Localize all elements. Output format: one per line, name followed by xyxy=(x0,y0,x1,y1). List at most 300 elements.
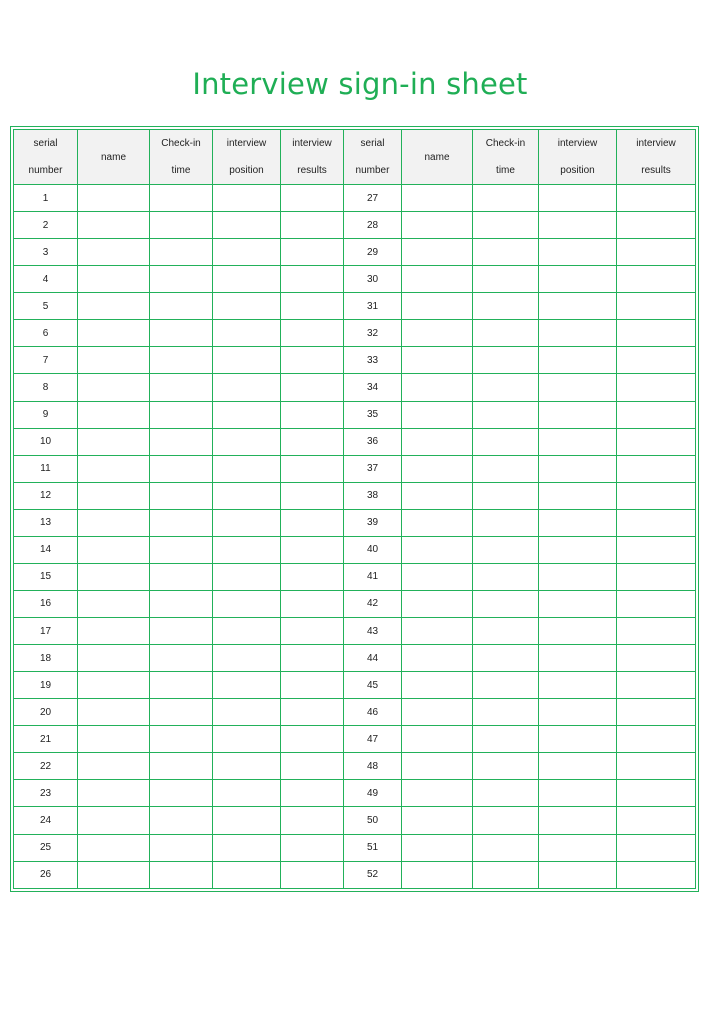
interview-position-cell[interactable] xyxy=(539,536,617,563)
name-cell[interactable] xyxy=(402,482,473,509)
checkin-time-cell[interactable] xyxy=(473,482,539,509)
interview-results-cell[interactable] xyxy=(281,672,344,699)
checkin-time-cell[interactable] xyxy=(150,509,213,536)
name-cell[interactable] xyxy=(402,618,473,645)
checkin-time-cell[interactable] xyxy=(150,347,213,374)
interview-results-cell[interactable] xyxy=(281,428,344,455)
interview-position-cell[interactable] xyxy=(539,401,617,428)
table-row xyxy=(14,780,696,807)
serial-number-cell: 40 xyxy=(344,536,402,563)
interview-results-cell[interactable] xyxy=(281,726,344,753)
table-row xyxy=(14,239,696,266)
interview-results-cell[interactable] xyxy=(617,672,696,699)
interview-position-cell[interactable] xyxy=(213,699,281,726)
interview-position-cell[interactable] xyxy=(213,590,281,617)
interview-position-cell[interactable] xyxy=(213,726,281,753)
interview-results-cell[interactable] xyxy=(617,401,696,428)
interview-results-cell[interactable] xyxy=(281,753,344,780)
name-cell[interactable] xyxy=(78,428,150,455)
interview-position-cell[interactable] xyxy=(539,293,617,320)
name-cell[interactable] xyxy=(402,239,473,266)
serial-number-cell: 10 xyxy=(14,428,78,455)
checkin-time-cell[interactable] xyxy=(150,726,213,753)
checkin-time-cell[interactable] xyxy=(473,347,539,374)
interview-results-cell[interactable] xyxy=(281,807,344,834)
interview-position-cell[interactable] xyxy=(213,347,281,374)
table-row xyxy=(14,374,696,401)
name-cell[interactable] xyxy=(402,401,473,428)
header-row xyxy=(14,130,696,185)
interview-results-cell[interactable] xyxy=(617,780,696,807)
interview-position-cell[interactable] xyxy=(213,645,281,672)
interview-position-cell[interactable] xyxy=(213,807,281,834)
name-cell[interactable] xyxy=(78,807,150,834)
interview-position-cell[interactable] xyxy=(213,266,281,293)
checkin-time-cell[interactable] xyxy=(150,374,213,401)
name-cell[interactable] xyxy=(78,347,150,374)
interview-results-cell[interactable] xyxy=(281,563,344,590)
serial-number-cell: 41 xyxy=(344,563,402,590)
interview-position-cell[interactable] xyxy=(539,428,617,455)
serial-number-cell: 51 xyxy=(344,834,402,861)
interview-results-cell[interactable] xyxy=(617,563,696,590)
interview-position-cell[interactable] xyxy=(539,266,617,293)
interview-results-cell[interactable] xyxy=(281,347,344,374)
table-row xyxy=(14,563,696,590)
sign-in-table xyxy=(13,129,696,889)
interview-results-cell[interactable] xyxy=(617,293,696,320)
checkin-time-cell[interactable] xyxy=(150,266,213,293)
checkin-time-cell[interactable] xyxy=(473,726,539,753)
serial-number-cell: 5 xyxy=(14,293,78,320)
name-cell[interactable] xyxy=(402,672,473,699)
serial-number-cell: 29 xyxy=(344,239,402,266)
name-cell[interactable] xyxy=(78,509,150,536)
serial-number-cell: 4 xyxy=(14,266,78,293)
name-cell[interactable] xyxy=(402,699,473,726)
interview-results-cell[interactable] xyxy=(617,320,696,347)
interview-position-cell[interactable] xyxy=(539,185,617,212)
serial-number-cell: 48 xyxy=(344,753,402,780)
table-row xyxy=(14,509,696,536)
interview-position-cell[interactable] xyxy=(539,780,617,807)
serial-number-cell: 24 xyxy=(14,807,78,834)
interview-position-cell[interactable] xyxy=(213,509,281,536)
checkin-time-cell[interactable] xyxy=(473,293,539,320)
interview-results-cell[interactable] xyxy=(617,834,696,861)
interview-position-cell[interactable] xyxy=(213,563,281,590)
interview-results-cell[interactable] xyxy=(617,536,696,563)
interview-position-cell[interactable] xyxy=(213,185,281,212)
serial-number-cell: 9 xyxy=(14,401,78,428)
table-row xyxy=(14,401,696,428)
name-cell[interactable] xyxy=(402,590,473,617)
serial-number-cell: 2 xyxy=(14,212,78,239)
name-cell[interactable] xyxy=(402,185,473,212)
header-name-right xyxy=(402,130,473,185)
checkin-time-cell[interactable] xyxy=(150,239,213,266)
interview-position-cell[interactable] xyxy=(539,861,617,888)
checkin-time-cell[interactable] xyxy=(150,618,213,645)
serial-number-cell: 37 xyxy=(344,455,402,482)
table-row xyxy=(14,212,696,239)
interview-results-cell[interactable] xyxy=(281,266,344,293)
name-cell[interactable] xyxy=(402,212,473,239)
serial-number-cell: 38 xyxy=(344,482,402,509)
interview-position-cell[interactable] xyxy=(213,834,281,861)
serial-number-cell: 26 xyxy=(14,861,78,888)
header-text: results xyxy=(641,165,671,176)
serial-number-cell: 30 xyxy=(344,266,402,293)
name-cell[interactable] xyxy=(402,645,473,672)
interview-results-cell[interactable] xyxy=(617,374,696,401)
header-interview-results-left xyxy=(281,130,344,185)
interview-results-cell[interactable] xyxy=(617,618,696,645)
header-serial-number-left xyxy=(14,130,78,185)
serial-number-cell: 22 xyxy=(14,753,78,780)
serial-number-cell: 7 xyxy=(14,347,78,374)
header-checkin-time-left xyxy=(150,130,213,185)
interview-results-cell[interactable] xyxy=(281,401,344,428)
interview-results-cell[interactable] xyxy=(617,861,696,888)
serial-number-cell: 6 xyxy=(14,320,78,347)
name-cell[interactable] xyxy=(78,185,150,212)
name-cell[interactable] xyxy=(402,563,473,590)
interview-position-cell[interactable] xyxy=(213,753,281,780)
serial-number-cell: 49 xyxy=(344,780,402,807)
table-row xyxy=(14,536,696,563)
interview-position-cell[interactable] xyxy=(539,753,617,780)
name-cell[interactable] xyxy=(78,590,150,617)
name-cell[interactable] xyxy=(402,293,473,320)
checkin-time-cell[interactable] xyxy=(150,645,213,672)
serial-number-cell: 8 xyxy=(14,374,78,401)
interview-results-cell[interactable] xyxy=(617,347,696,374)
serial-number-cell: 15 xyxy=(14,563,78,590)
interview-position-cell[interactable] xyxy=(213,672,281,699)
name-cell[interactable] xyxy=(78,563,150,590)
name-cell[interactable] xyxy=(78,374,150,401)
name-cell[interactable] xyxy=(402,780,473,807)
name-cell[interactable] xyxy=(78,239,150,266)
header-serial-number-right xyxy=(344,130,402,185)
checkin-time-cell[interactable] xyxy=(150,590,213,617)
header-text: Check-in xyxy=(161,138,201,149)
interview-position-cell[interactable] xyxy=(213,212,281,239)
serial-number-cell: 23 xyxy=(14,780,78,807)
interview-results-cell[interactable] xyxy=(281,185,344,212)
serial-number-cell: 44 xyxy=(344,645,402,672)
table-row xyxy=(14,590,696,617)
interview-position-cell[interactable] xyxy=(539,374,617,401)
checkin-time-cell[interactable] xyxy=(473,536,539,563)
name-cell[interactable] xyxy=(78,401,150,428)
checkin-time-cell[interactable] xyxy=(150,455,213,482)
interview-position-cell[interactable] xyxy=(539,239,617,266)
table-row xyxy=(14,185,696,212)
checkin-time-cell[interactable] xyxy=(473,185,539,212)
name-cell[interactable] xyxy=(402,753,473,780)
name-cell[interactable] xyxy=(402,807,473,834)
interview-position-cell[interactable] xyxy=(539,807,617,834)
serial-number-cell: 50 xyxy=(344,807,402,834)
interview-position-cell[interactable] xyxy=(213,401,281,428)
serial-number-cell: 11 xyxy=(14,455,78,482)
interview-results-cell[interactable] xyxy=(281,834,344,861)
serial-number-cell: 42 xyxy=(344,590,402,617)
interview-position-cell[interactable] xyxy=(539,699,617,726)
name-cell[interactable] xyxy=(402,834,473,861)
interview-position-cell[interactable] xyxy=(213,618,281,645)
name-cell[interactable] xyxy=(402,861,473,888)
interview-results-cell[interactable] xyxy=(617,590,696,617)
interview-results-cell[interactable] xyxy=(617,455,696,482)
checkin-time-cell[interactable] xyxy=(150,185,213,212)
checkin-time-cell[interactable] xyxy=(473,861,539,888)
checkin-time-cell[interactable] xyxy=(150,320,213,347)
interview-results-cell[interactable] xyxy=(617,753,696,780)
interview-position-cell[interactable] xyxy=(539,212,617,239)
checkin-time-cell[interactable] xyxy=(473,428,539,455)
checkin-time-cell[interactable] xyxy=(150,834,213,861)
serial-number-cell: 18 xyxy=(14,645,78,672)
interview-position-cell[interactable] xyxy=(213,239,281,266)
name-cell[interactable] xyxy=(78,320,150,347)
interview-results-cell[interactable] xyxy=(281,212,344,239)
interview-position-cell[interactable] xyxy=(539,509,617,536)
interview-results-cell[interactable] xyxy=(281,482,344,509)
checkin-time-cell[interactable] xyxy=(150,753,213,780)
table-row xyxy=(14,618,696,645)
serial-number-cell: 20 xyxy=(14,699,78,726)
serial-number-cell: 35 xyxy=(344,401,402,428)
serial-number-cell: 28 xyxy=(344,212,402,239)
checkin-time-cell[interactable] xyxy=(473,807,539,834)
interview-results-cell[interactable] xyxy=(617,726,696,753)
serial-number-cell: 39 xyxy=(344,509,402,536)
interview-results-cell[interactable] xyxy=(281,536,344,563)
checkin-time-cell[interactable] xyxy=(473,645,539,672)
header-text: number xyxy=(355,165,390,176)
checkin-time-cell[interactable] xyxy=(473,401,539,428)
checkin-time-cell[interactable] xyxy=(473,590,539,617)
serial-number-cell: 19 xyxy=(14,672,78,699)
interview-results-cell[interactable] xyxy=(281,780,344,807)
checkin-time-cell[interactable] xyxy=(150,293,213,320)
checkin-time-cell[interactable] xyxy=(150,672,213,699)
serial-number-cell: 43 xyxy=(344,618,402,645)
interview-results-cell[interactable] xyxy=(617,807,696,834)
name-cell[interactable] xyxy=(78,212,150,239)
name-cell[interactable] xyxy=(402,428,473,455)
interview-results-cell[interactable] xyxy=(617,266,696,293)
interview-position-cell[interactable] xyxy=(539,563,617,590)
name-cell[interactable] xyxy=(78,536,150,563)
serial-number-cell: 3 xyxy=(14,239,78,266)
header-text: time xyxy=(496,165,515,176)
checkin-time-cell[interactable] xyxy=(150,536,213,563)
checkin-time-cell[interactable] xyxy=(473,374,539,401)
name-cell[interactable] xyxy=(402,726,473,753)
serial-number-cell: 1 xyxy=(14,185,78,212)
checkin-time-cell[interactable] xyxy=(150,482,213,509)
serial-number-cell: 21 xyxy=(14,726,78,753)
header-text: serial xyxy=(360,138,385,149)
interview-results-cell[interactable] xyxy=(617,509,696,536)
name-cell[interactable] xyxy=(78,266,150,293)
name-cell[interactable] xyxy=(402,536,473,563)
serial-number-cell: 34 xyxy=(344,374,402,401)
interview-results-cell[interactable] xyxy=(617,699,696,726)
interview-results-cell[interactable] xyxy=(617,239,696,266)
header-text: interview xyxy=(292,138,332,149)
checkin-time-cell[interactable] xyxy=(473,563,539,590)
serial-number-cell: 46 xyxy=(344,699,402,726)
interview-results-cell[interactable] xyxy=(281,320,344,347)
checkin-time-cell[interactable] xyxy=(473,834,539,861)
table-row xyxy=(14,320,696,347)
name-cell[interactable] xyxy=(78,780,150,807)
interview-results-cell[interactable] xyxy=(281,590,344,617)
interview-results-cell[interactable] xyxy=(617,185,696,212)
checkin-time-cell[interactable] xyxy=(473,455,539,482)
checkin-time-cell[interactable] xyxy=(473,699,539,726)
serial-number-cell: 17 xyxy=(14,618,78,645)
interview-position-cell[interactable] xyxy=(539,455,617,482)
name-cell[interactable] xyxy=(78,834,150,861)
header-text: position xyxy=(229,165,264,176)
checkin-time-cell[interactable] xyxy=(150,401,213,428)
interview-position-cell[interactable] xyxy=(213,482,281,509)
name-cell[interactable] xyxy=(402,347,473,374)
table-row xyxy=(14,726,696,753)
checkin-time-cell[interactable] xyxy=(150,212,213,239)
header-text: time xyxy=(171,165,191,176)
checkin-time-cell[interactable] xyxy=(473,780,539,807)
checkin-time-cell[interactable] xyxy=(150,428,213,455)
serial-number-cell: 32 xyxy=(344,320,402,347)
interview-position-cell[interactable] xyxy=(539,320,617,347)
name-cell[interactable] xyxy=(78,618,150,645)
serial-number-cell: 36 xyxy=(344,428,402,455)
interview-position-cell[interactable] xyxy=(213,428,281,455)
table-row xyxy=(14,807,696,834)
table-row xyxy=(14,861,696,888)
header-text: name xyxy=(424,151,450,163)
interview-position-cell[interactable] xyxy=(539,645,617,672)
interview-results-cell[interactable] xyxy=(617,645,696,672)
interview-results-cell[interactable] xyxy=(281,293,344,320)
checkin-time-cell[interactable] xyxy=(473,509,539,536)
interview-position-cell[interactable] xyxy=(213,861,281,888)
serial-number-cell: 14 xyxy=(14,536,78,563)
name-cell[interactable] xyxy=(78,455,150,482)
serial-number-cell: 52 xyxy=(344,861,402,888)
interview-position-cell[interactable] xyxy=(539,618,617,645)
header-text: interview xyxy=(557,138,598,149)
interview-position-cell[interactable] xyxy=(213,320,281,347)
interview-position-cell[interactable] xyxy=(213,374,281,401)
interview-results-cell[interactable] xyxy=(281,374,344,401)
name-cell[interactable] xyxy=(78,293,150,320)
interview-results-cell[interactable] xyxy=(281,645,344,672)
checkin-time-cell[interactable] xyxy=(150,563,213,590)
name-cell[interactable] xyxy=(78,645,150,672)
table-row xyxy=(14,699,696,726)
interview-position-cell[interactable] xyxy=(539,672,617,699)
interview-results-cell[interactable] xyxy=(281,509,344,536)
header-text: name xyxy=(100,151,126,163)
table-row xyxy=(14,455,696,482)
checkin-time-cell[interactable] xyxy=(473,320,539,347)
serial-number-cell: 31 xyxy=(344,293,402,320)
interview-results-cell[interactable] xyxy=(617,212,696,239)
checkin-time-cell[interactable] xyxy=(150,807,213,834)
interview-results-cell[interactable] xyxy=(281,239,344,266)
name-cell[interactable] xyxy=(78,753,150,780)
interview-position-cell[interactable] xyxy=(539,347,617,374)
interview-results-cell[interactable] xyxy=(281,618,344,645)
name-cell[interactable] xyxy=(78,699,150,726)
interview-results-cell[interactable] xyxy=(281,455,344,482)
checkin-time-cell[interactable] xyxy=(473,239,539,266)
name-cell[interactable] xyxy=(402,374,473,401)
name-cell[interactable] xyxy=(78,726,150,753)
table-row xyxy=(14,482,696,509)
interview-position-cell[interactable] xyxy=(213,455,281,482)
checkin-time-cell[interactable] xyxy=(150,780,213,807)
header-text: position xyxy=(560,165,595,176)
serial-number-cell: 13 xyxy=(14,509,78,536)
serial-number-cell: 33 xyxy=(344,347,402,374)
interview-results-cell[interactable] xyxy=(281,861,344,888)
checkin-time-cell[interactable] xyxy=(473,753,539,780)
interview-position-cell[interactable] xyxy=(539,590,617,617)
interview-position-cell[interactable] xyxy=(213,536,281,563)
interview-results-cell[interactable] xyxy=(281,699,344,726)
checkin-time-cell[interactable] xyxy=(473,212,539,239)
name-cell[interactable] xyxy=(78,672,150,699)
name-cell[interactable] xyxy=(78,861,150,888)
name-cell[interactable] xyxy=(402,455,473,482)
checkin-time-cell[interactable] xyxy=(150,699,213,726)
header-text: number xyxy=(28,165,63,176)
interview-position-cell[interactable] xyxy=(213,780,281,807)
header-name-left xyxy=(78,130,150,185)
table-row xyxy=(14,347,696,374)
interview-position-cell[interactable] xyxy=(213,293,281,320)
interview-position-cell[interactable] xyxy=(539,834,617,861)
checkin-time-cell[interactable] xyxy=(473,672,539,699)
table-row xyxy=(14,672,696,699)
checkin-time-cell[interactable] xyxy=(473,618,539,645)
checkin-time-cell[interactable] xyxy=(150,861,213,888)
serial-number-cell: 45 xyxy=(344,672,402,699)
name-cell[interactable] xyxy=(402,266,473,293)
name-cell[interactable] xyxy=(78,482,150,509)
checkin-time-cell[interactable] xyxy=(473,266,539,293)
interview-results-cell[interactable] xyxy=(617,428,696,455)
name-cell[interactable] xyxy=(402,320,473,347)
interview-results-cell[interactable] xyxy=(617,482,696,509)
header-text: interview xyxy=(226,138,267,149)
name-cell[interactable] xyxy=(402,509,473,536)
header-text: Check-in xyxy=(485,138,526,149)
sign-in-sheet-frame xyxy=(10,126,699,892)
header-text: serial xyxy=(33,138,58,149)
interview-position-cell[interactable] xyxy=(539,726,617,753)
interview-position-cell[interactable] xyxy=(539,482,617,509)
